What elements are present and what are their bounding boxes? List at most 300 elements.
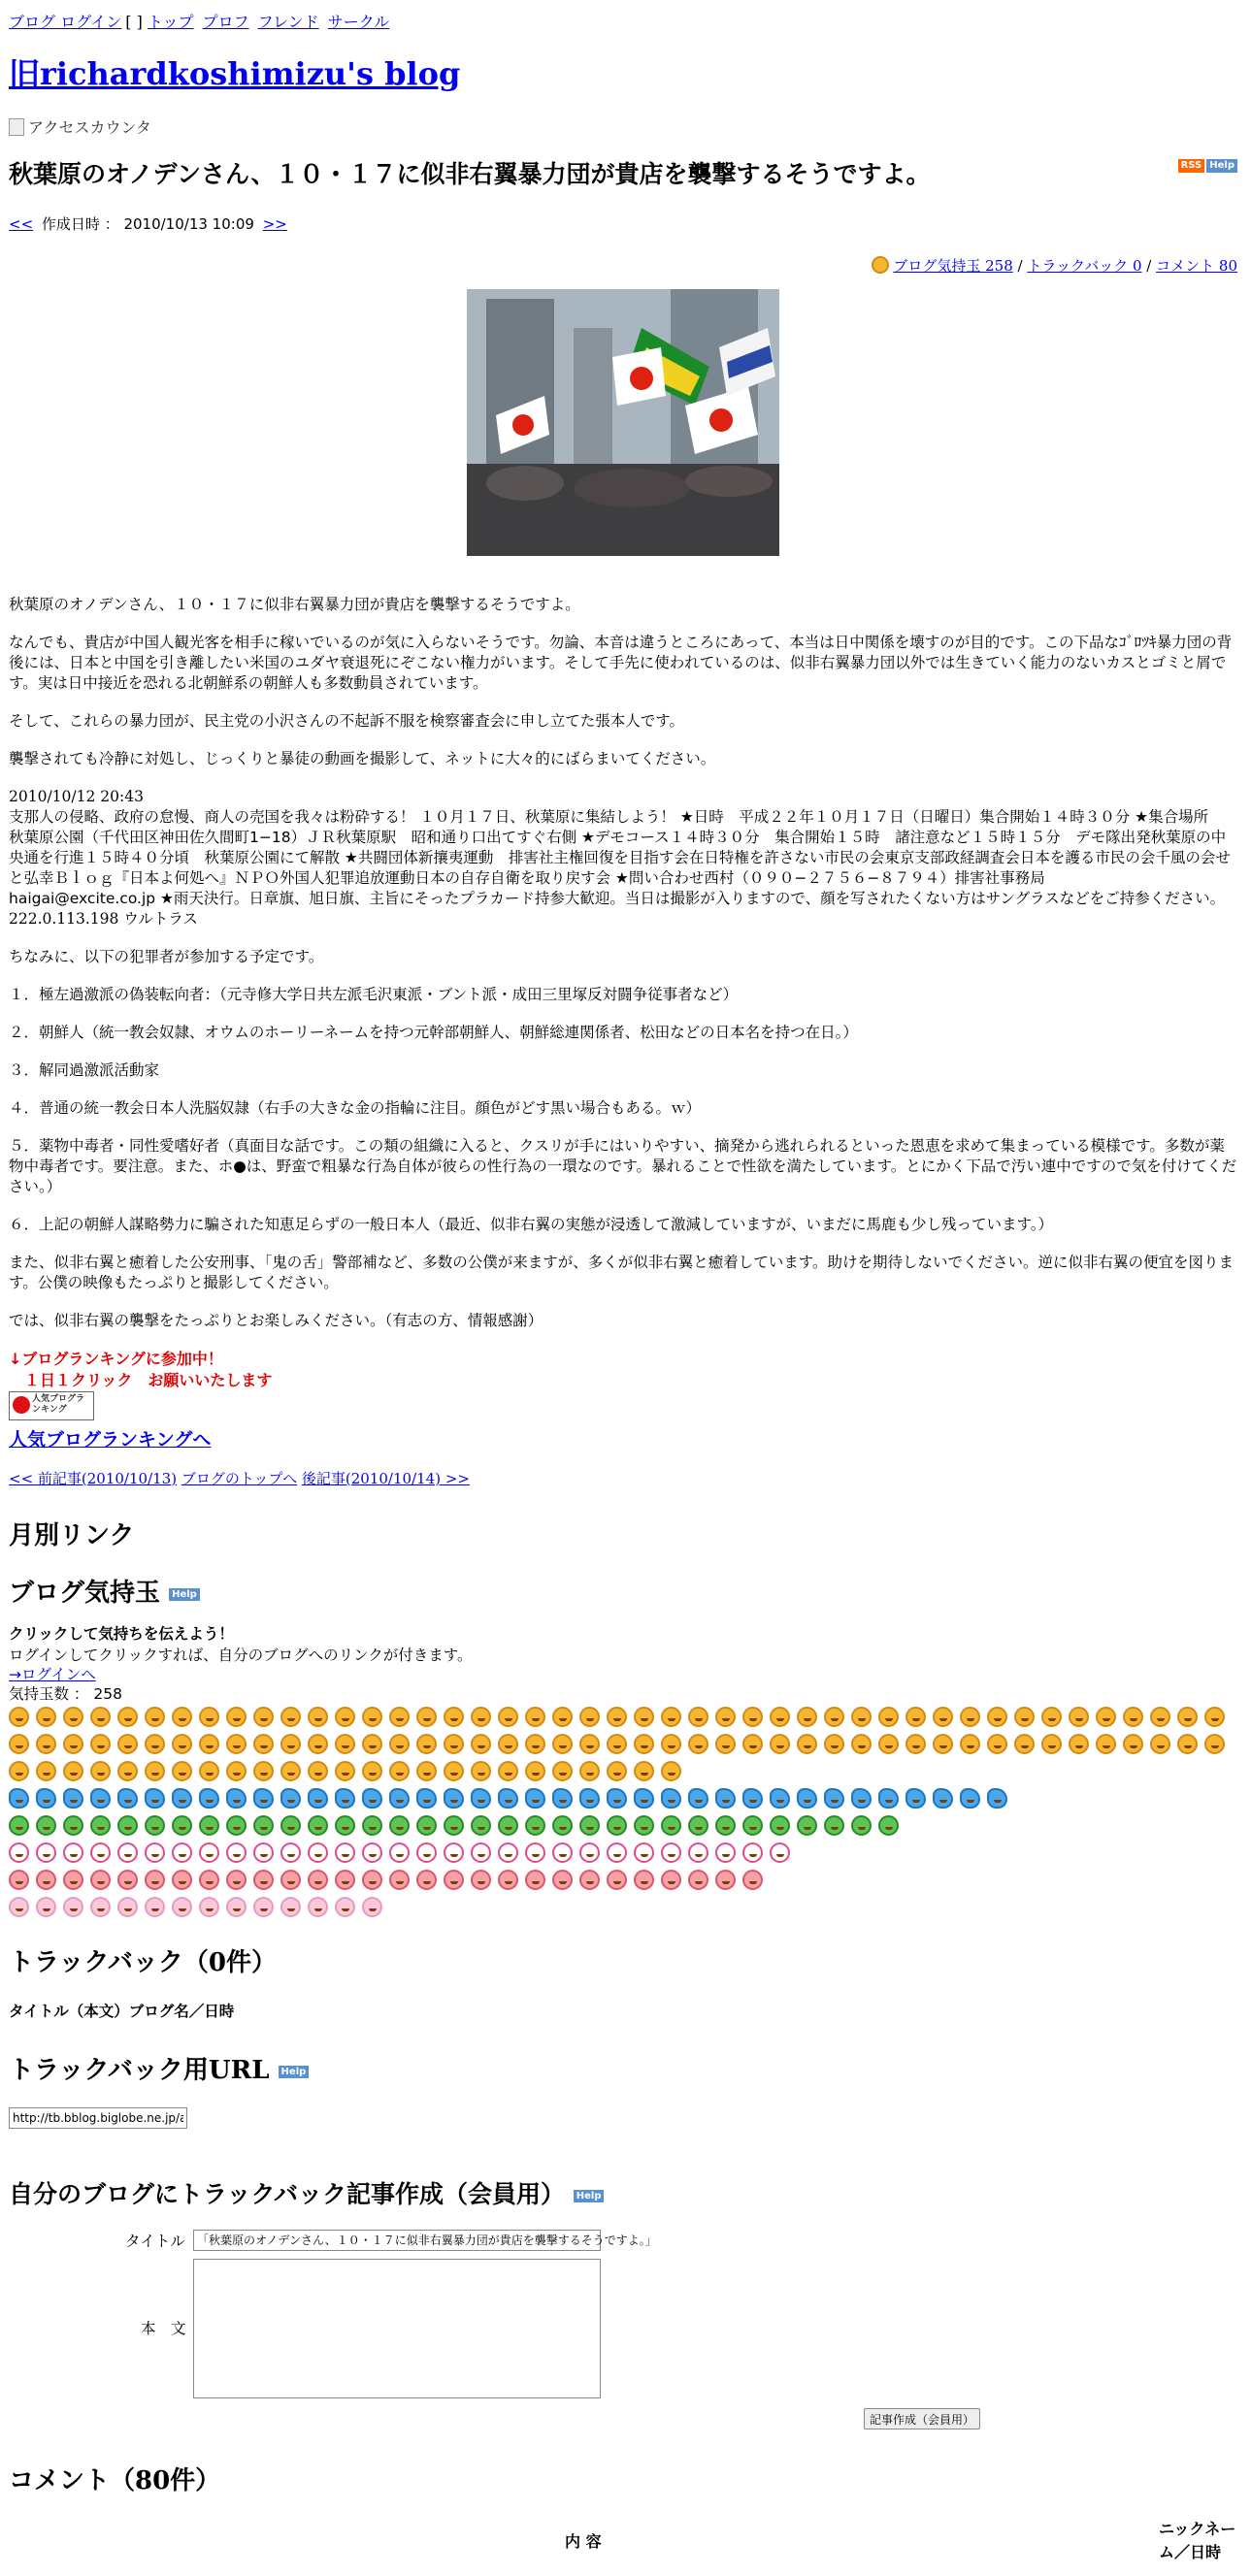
smile-kimochi-icon[interactable]	[824, 1734, 844, 1754]
surprised-kimochi-icon[interactable]	[172, 1842, 192, 1863]
kimochi-login-link[interactable]: →ログインへ	[9, 1666, 96, 1683]
blue-kimochi-icon[interactable]	[634, 1788, 654, 1809]
smile-kimochi-icon[interactable]	[280, 1761, 301, 1781]
surprised-kimochi-icon[interactable]	[145, 1842, 165, 1863]
blue-kimochi-icon[interactable]	[851, 1788, 872, 1809]
smile-kimochi-icon[interactable]	[525, 1707, 545, 1727]
smile-kimochi-icon[interactable]	[9, 1761, 29, 1781]
surprised-kimochi-icon[interactable]	[634, 1842, 654, 1863]
pink-kimochi-icon[interactable]	[552, 1870, 573, 1890]
green-kimochi-icon[interactable]	[36, 1815, 56, 1836]
green-kimochi-icon[interactable]	[579, 1815, 600, 1836]
blue-kimochi-icon[interactable]	[90, 1788, 111, 1809]
comment-count-link[interactable]: コメント 80	[1156, 257, 1237, 275]
blue-kimochi-icon[interactable]	[688, 1788, 708, 1809]
surprised-kimochi-icon[interactable]	[117, 1842, 138, 1863]
pink-kimochi-icon[interactable]	[226, 1870, 247, 1890]
pink-kimochi-icon[interactable]	[36, 1870, 56, 1890]
tburl-help-badge[interactable]: Help	[279, 2066, 310, 2078]
smile-kimochi-icon[interactable]	[878, 1734, 899, 1754]
smile-kimochi-icon[interactable]	[145, 1707, 165, 1727]
light-pink-kimochi-icon[interactable]	[63, 1897, 83, 1917]
surprised-kimochi-icon[interactable]	[63, 1842, 83, 1863]
smile-kimochi-icon[interactable]	[253, 1734, 274, 1754]
blue-kimochi-icon[interactable]	[661, 1788, 681, 1809]
blue-kimochi-icon[interactable]	[145, 1788, 165, 1809]
smile-kimochi-icon[interactable]	[226, 1734, 247, 1754]
smile-kimochi-icon[interactable]	[498, 1707, 518, 1727]
blue-kimochi-icon[interactable]	[824, 1788, 844, 1809]
list-item: ４．普通の統一教会日本人洗脳奴隷（右手の大きな金の指輪に注目。顔色がどす黒い場合もある。ｗ）	[9, 1099, 702, 1117]
blue-kimochi-icon[interactable]	[389, 1788, 410, 1809]
kimochi-section	[9, 1624, 1237, 1921]
smile-kimochi-icon[interactable]	[308, 1734, 328, 1754]
smile-kimochi-icon[interactable]	[444, 1707, 464, 1727]
smile-kimochi-icon[interactable]	[634, 1734, 654, 1754]
surprised-kimochi-icon[interactable]	[362, 1842, 382, 1863]
green-kimochi-icon[interactable]	[90, 1815, 111, 1836]
surprised-kimochi-icon[interactable]	[416, 1842, 437, 1863]
smile-kimochi-icon[interactable]	[362, 1734, 382, 1754]
smile-kimochi-icon[interactable]	[933, 1707, 953, 1727]
blue-kimochi-icon[interactable]	[362, 1788, 382, 1809]
entry-body	[9, 595, 1237, 1451]
body-paragraph: そして、これらの暴力団が、民主党の小沢さんの不起訴不服を検察審査会に申し立てた張本人です。	[9, 712, 684, 730]
smile-kimochi-icon[interactable]	[1069, 1734, 1089, 1754]
smile-kimochi-icon[interactable]	[607, 1734, 627, 1754]
green-kimochi-icon[interactable]	[226, 1815, 247, 1836]
light-pink-kimochi-icon[interactable]	[90, 1897, 111, 1917]
blue-kimochi-icon[interactable]	[525, 1788, 545, 1809]
ranking-notice	[9, 1349, 1237, 1391]
surprised-kimochi-icon[interactable]	[552, 1842, 573, 1863]
ranking-banner-label: 人気ブログランキング	[32, 1394, 85, 1415]
pink-kimochi-icon[interactable]	[742, 1870, 763, 1890]
pager-prev-link[interactable]: << 前記事(2010/10/13)	[9, 1470, 178, 1487]
green-kimochi-icon[interactable]	[308, 1815, 328, 1836]
smile-kimochi-icon[interactable]	[63, 1734, 83, 1754]
title-input[interactable]: 「秋葉原のオノデンさん、１０・１７に似非右翼暴力団が貴店を襲撃するそうですよ。」	[193, 2230, 601, 2251]
help-badge[interactable]: Help	[1206, 159, 1237, 173]
surprised-kimochi-icon[interactable]	[444, 1842, 464, 1863]
smile-kimochi-icon[interactable]	[579, 1761, 600, 1781]
blog-title-link[interactable]: 旧richardkoshimizu's blog	[9, 55, 461, 92]
surprised-kimochi-icon[interactable]	[389, 1842, 410, 1863]
pink-kimochi-icon[interactable]	[579, 1870, 600, 1890]
ranking-link[interactable]: 人気ブログランキングへ	[9, 1429, 212, 1451]
green-kimochi-icon[interactable]	[117, 1815, 138, 1836]
smile-kimochi-icon[interactable]	[1096, 1734, 1116, 1754]
surprised-kimochi-icon[interactable]	[36, 1842, 56, 1863]
light-pink-kimochi-icon[interactable]	[362, 1897, 382, 1917]
smile-kimochi-icon[interactable]	[444, 1734, 464, 1754]
smile-kimochi-icon[interactable]	[987, 1734, 1007, 1754]
smile-kimochi-icon[interactable]	[389, 1707, 410, 1727]
kimochi-instruction: ログインしてクリックすれば、自分のブログへのリンクが付きます。	[9, 1647, 473, 1664]
pink-kimochi-icon[interactable]	[172, 1870, 192, 1890]
pink-kimochi-icon[interactable]	[362, 1870, 382, 1890]
light-pink-kimochi-icon[interactable]	[145, 1897, 165, 1917]
pink-kimochi-icon[interactable]	[525, 1870, 545, 1890]
rss-badge[interactable]: RSS	[1178, 159, 1205, 173]
smile-kimochi-icon[interactable]	[661, 1761, 681, 1781]
smile-kimochi-icon[interactable]	[742, 1707, 763, 1727]
light-pink-kimochi-icon[interactable]	[172, 1897, 192, 1917]
smile-kimochi-icon[interactable]	[145, 1734, 165, 1754]
green-kimochi-icon[interactable]	[362, 1815, 382, 1836]
smile-kimochi-icon[interactable]	[607, 1707, 627, 1727]
surprised-kimochi-icon[interactable]	[226, 1842, 247, 1863]
green-kimochi-icon[interactable]	[525, 1815, 545, 1836]
blue-kimochi-icon[interactable]	[715, 1788, 736, 1809]
kimochi-help-badge[interactable]: Help	[169, 1588, 200, 1601]
smile-kimochi-icon[interactable]	[471, 1707, 491, 1727]
smile-kimochi-icon[interactable]	[1014, 1734, 1035, 1754]
body-textarea[interactable]	[193, 2259, 601, 2398]
smile-kimochi-icon[interactable]	[878, 1707, 899, 1727]
green-kimochi-icon[interactable]	[335, 1815, 355, 1836]
smile-kimochi-icon[interactable]	[905, 1707, 926, 1727]
surprised-kimochi-icon[interactable]	[688, 1842, 708, 1863]
smile-kimochi-icon[interactable]	[335, 1734, 355, 1754]
blue-kimochi-icon[interactable]	[498, 1788, 518, 1809]
smile-kimochi-icon[interactable]	[688, 1734, 708, 1754]
smile-kimochi-icon[interactable]	[253, 1761, 274, 1781]
smile-kimochi-icon[interactable]	[1014, 1707, 1035, 1727]
nav-link-top[interactable]: トップ	[147, 13, 194, 31]
green-kimochi-icon[interactable]	[607, 1815, 627, 1836]
smile-kimochi-icon[interactable]	[308, 1761, 328, 1781]
blue-kimochi-icon[interactable]	[471, 1788, 491, 1809]
pager-next-link[interactable]: 後記事(2010/10/14) >>	[301, 1470, 470, 1487]
blue-kimochi-icon[interactable]	[335, 1788, 355, 1809]
blue-kimochi-icon[interactable]	[9, 1788, 29, 1809]
smile-kimochi-icon[interactable]	[36, 1707, 56, 1727]
green-kimochi-icon[interactable]	[634, 1815, 654, 1836]
smile-kimochi-icon[interactable]	[444, 1761, 464, 1781]
pink-kimochi-icon[interactable]	[661, 1870, 681, 1890]
surprised-kimochi-icon[interactable]	[335, 1842, 355, 1863]
smile-kimochi-icon[interactable]	[525, 1761, 545, 1781]
smile-kimochi-icon[interactable]	[960, 1707, 980, 1727]
green-kimochi-icon[interactable]	[715, 1815, 736, 1836]
smile-kimochi-icon[interactable]	[579, 1734, 600, 1754]
green-kimochi-icon[interactable]	[770, 1815, 790, 1836]
closing-paragraph: では、似非右翼の襲撃をたっぷりとお楽しみください。（有志の方、情報感謝）	[9, 1312, 543, 1329]
smile-kimochi-icon[interactable]	[362, 1707, 382, 1727]
pager-top-link[interactable]: ブログのトップへ	[181, 1470, 298, 1487]
light-pink-kimochi-icon[interactable]	[9, 1897, 29, 1917]
smile-kimochi-icon[interactable]	[90, 1734, 111, 1754]
green-kimochi-icon[interactable]	[416, 1815, 437, 1836]
list-item: ６．上記の朝鮮人謀略勢力に騙された知恵足らずの一般日本人（最近、似非右翼の実態が浸透して激減していますが、いまだに馬鹿も少し残っています。）	[9, 1216, 1054, 1233]
smile-kimochi-icon[interactable]	[416, 1734, 437, 1754]
green-kimochi-icon[interactable]	[444, 1815, 464, 1836]
smile-kimochi-icon[interactable]	[851, 1734, 872, 1754]
pink-kimochi-icon[interactable]	[145, 1870, 165, 1890]
blue-kimochi-icon[interactable]	[607, 1788, 627, 1809]
smile-kimochi-icon[interactable]	[280, 1707, 301, 1727]
nav-link-circle[interactable]: サークル	[327, 13, 390, 31]
pink-kimochi-icon[interactable]	[471, 1870, 491, 1890]
kimochi-heading-text: ブログ気持玉	[9, 1579, 161, 1608]
smile-kimochi-icon[interactable]	[960, 1734, 980, 1754]
smile-kimochi-icon[interactable]	[172, 1707, 192, 1727]
pink-kimochi-icon[interactable]	[90, 1870, 111, 1890]
pink-kimochi-icon[interactable]	[308, 1870, 328, 1890]
smile-kimochi-icon[interactable]	[552, 1734, 573, 1754]
blue-kimochi-icon[interactable]	[253, 1788, 274, 1809]
smile-kimochi-icon[interactable]	[715, 1734, 736, 1754]
light-pink-kimochi-icon[interactable]	[36, 1897, 56, 1917]
smile-kimochi-icon[interactable]	[634, 1707, 654, 1727]
pink-kimochi-icon[interactable]	[63, 1870, 83, 1890]
green-kimochi-icon[interactable]	[552, 1815, 573, 1836]
green-kimochi-icon[interactable]	[280, 1815, 301, 1836]
smile-kimochi-icon[interactable]	[117, 1707, 138, 1727]
blog-login-link[interactable]: ブログ ログイン	[9, 13, 122, 31]
smile-kimochi-icon[interactable]	[36, 1734, 56, 1754]
smile-kimochi-icon[interactable]	[498, 1734, 518, 1754]
trackback-count-link[interactable]: トラックバック 0	[1027, 257, 1142, 275]
smile-kimochi-icon[interactable]	[1069, 1707, 1089, 1727]
blue-kimochi-icon[interactable]	[987, 1788, 1007, 1809]
smile-kimochi-icon[interactable]	[172, 1734, 192, 1754]
green-kimochi-icon[interactable]	[661, 1815, 681, 1836]
green-kimochi-icon[interactable]	[172, 1815, 192, 1836]
smile-kimochi-icon[interactable]	[117, 1734, 138, 1754]
surprised-kimochi-icon[interactable]	[742, 1842, 763, 1863]
surprised-kimochi-icon[interactable]	[199, 1842, 219, 1863]
smile-kimochi-icon[interactable]	[36, 1761, 56, 1781]
surprised-kimochi-icon[interactable]	[90, 1842, 111, 1863]
smile-kimochi-icon[interactable]	[362, 1761, 382, 1781]
smile-kimochi-icon[interactable]	[742, 1734, 763, 1754]
smile-kimochi-icon[interactable]	[552, 1707, 573, 1727]
blue-kimochi-icon[interactable]	[552, 1788, 573, 1809]
blue-kimochi-icon[interactable]	[416, 1788, 437, 1809]
smile-kimochi-icon[interactable]	[335, 1707, 355, 1727]
light-pink-kimochi-icon[interactable]	[280, 1897, 301, 1917]
blue-kimochi-icon[interactable]	[878, 1788, 899, 1809]
light-pink-kimochi-icon[interactable]	[253, 1897, 274, 1917]
smile-kimochi-icon[interactable]	[824, 1707, 844, 1727]
blue-kimochi-icon[interactable]	[36, 1788, 56, 1809]
green-kimochi-icon[interactable]	[145, 1815, 165, 1836]
blue-kimochi-icon[interactable]	[280, 1788, 301, 1809]
smile-kimochi-icon[interactable]	[634, 1761, 654, 1781]
surprised-kimochi-icon[interactable]	[607, 1842, 627, 1863]
smile-kimochi-icon[interactable]	[1150, 1707, 1170, 1727]
kimochi-icon-row	[9, 1785, 1251, 1812]
pink-kimochi-icon[interactable]	[280, 1870, 301, 1890]
pink-kimochi-icon[interactable]	[253, 1870, 274, 1890]
green-kimochi-icon[interactable]	[389, 1815, 410, 1836]
blue-kimochi-icon[interactable]	[797, 1788, 817, 1809]
green-kimochi-icon[interactable]	[742, 1815, 763, 1836]
pink-kimochi-icon[interactable]	[715, 1870, 736, 1890]
light-pink-kimochi-icon[interactable]	[117, 1897, 138, 1917]
smile-kimochi-icon[interactable]	[1150, 1734, 1170, 1754]
green-kimochi-icon[interactable]	[63, 1815, 83, 1836]
blue-kimochi-icon[interactable]	[63, 1788, 83, 1809]
smile-kimochi-icon[interactable]	[389, 1734, 410, 1754]
blue-kimochi-icon[interactable]	[226, 1788, 247, 1809]
nav-link-friend[interactable]: フレンド	[257, 13, 319, 31]
smile-kimochi-icon[interactable]	[9, 1707, 29, 1727]
surprised-kimochi-icon[interactable]	[715, 1842, 736, 1863]
pink-kimochi-icon[interactable]	[117, 1870, 138, 1890]
smile-kimochi-icon[interactable]	[226, 1707, 247, 1727]
smile-kimochi-icon[interactable]	[90, 1761, 111, 1781]
pink-kimochi-icon[interactable]	[389, 1870, 410, 1890]
smile-kimochi-icon[interactable]	[199, 1734, 219, 1754]
smile-kimochi-icon[interactable]	[1204, 1707, 1225, 1727]
smile-kimochi-icon[interactable]	[797, 1734, 817, 1754]
pink-kimochi-icon[interactable]	[416, 1870, 437, 1890]
surprised-kimochi-icon[interactable]	[579, 1842, 600, 1863]
green-kimochi-icon[interactable]	[253, 1815, 274, 1836]
create-article-help-badge[interactable]: Help	[574, 2190, 605, 2202]
surprised-kimochi-icon[interactable]	[308, 1842, 328, 1863]
smile-kimochi-icon[interactable]	[90, 1707, 111, 1727]
green-kimochi-icon[interactable]	[851, 1815, 872, 1836]
smile-kimochi-icon[interactable]	[1204, 1734, 1225, 1754]
blue-kimochi-icon[interactable]	[117, 1788, 138, 1809]
surprised-kimochi-icon[interactable]	[525, 1842, 545, 1863]
blue-kimochi-icon[interactable]	[905, 1788, 926, 1809]
green-kimochi-icon[interactable]	[688, 1815, 708, 1836]
blue-kimochi-icon[interactable]	[199, 1788, 219, 1809]
smile-kimochi-icon[interactable]	[933, 1734, 953, 1754]
pink-kimochi-icon[interactable]	[199, 1870, 219, 1890]
trackback-url-input[interactable]	[9, 2107, 187, 2129]
surprised-kimochi-icon[interactable]	[661, 1842, 681, 1863]
light-pink-kimochi-icon[interactable]	[335, 1897, 355, 1917]
smile-kimochi-icon[interactable]	[661, 1734, 681, 1754]
pink-kimochi-icon[interactable]	[444, 1870, 464, 1890]
surprised-kimochi-icon[interactable]	[280, 1842, 301, 1863]
smile-kimochi-icon[interactable]	[226, 1761, 247, 1781]
smile-kimochi-icon[interactable]	[335, 1761, 355, 1781]
green-kimochi-icon[interactable]	[824, 1815, 844, 1836]
green-kimochi-icon[interactable]	[797, 1815, 817, 1836]
smile-kimochi-icon[interactable]	[9, 1734, 29, 1754]
surprised-kimochi-icon[interactable]	[253, 1842, 274, 1863]
smile-kimochi-icon[interactable]	[688, 1707, 708, 1727]
blue-kimochi-icon[interactable]	[933, 1788, 953, 1809]
top-nav	[9, 10, 1237, 32]
nav-link-profile[interactable]: プロフ	[202, 13, 249, 31]
smile-kimochi-icon[interactable]	[525, 1734, 545, 1754]
smile-kimochi-icon[interactable]	[661, 1707, 681, 1727]
green-kimochi-icon[interactable]	[878, 1815, 899, 1836]
quoted-announcement	[9, 787, 1237, 929]
smile-kimochi-icon[interactable]	[389, 1761, 410, 1781]
smile-kimochi-icon[interactable]	[471, 1761, 491, 1781]
pink-kimochi-icon[interactable]	[498, 1870, 518, 1890]
create-article-submit-button[interactable]: 記事作成（会員用）	[864, 2408, 980, 2429]
pink-kimochi-icon[interactable]	[9, 1870, 29, 1890]
light-pink-kimochi-icon[interactable]	[226, 1897, 247, 1917]
pink-kimochi-icon[interactable]	[634, 1870, 654, 1890]
surprised-kimochi-icon[interactable]	[9, 1842, 29, 1863]
surprised-kimochi-icon[interactable]	[770, 1842, 790, 1863]
pink-kimochi-icon[interactable]	[607, 1870, 627, 1890]
smile-kimochi-icon[interactable]	[498, 1761, 518, 1781]
light-pink-kimochi-icon[interactable]	[308, 1897, 328, 1917]
surprised-kimochi-icon[interactable]	[471, 1842, 491, 1863]
next-entry-link[interactable]: >>	[262, 215, 287, 233]
ranking-line: ↓ブログランキングに参加中！	[9, 1350, 223, 1368]
nav-bracket: [ ]	[125, 13, 143, 31]
smile-kimochi-icon[interactable]	[145, 1761, 165, 1781]
kimochi-icon-row	[9, 1731, 1251, 1758]
blue-kimochi-icon[interactable]	[308, 1788, 328, 1809]
blue-kimochi-icon[interactable]	[172, 1788, 192, 1809]
blue-kimochi-icon[interactable]	[444, 1788, 464, 1809]
blue-kimochi-icon[interactable]	[960, 1788, 980, 1809]
smile-kimochi-icon[interactable]	[1177, 1734, 1198, 1754]
smile-kimochi-icon[interactable]	[851, 1707, 872, 1727]
smile-kimochi-icon[interactable]	[715, 1707, 736, 1727]
smile-kimochi-icon[interactable]	[1096, 1707, 1116, 1727]
smile-kimochi-icon[interactable]	[63, 1761, 83, 1781]
surprised-kimochi-icon[interactable]	[498, 1842, 518, 1863]
smile-kimochi-icon[interactable]	[253, 1707, 274, 1727]
smile-kimochi-icon[interactable]	[416, 1707, 437, 1727]
smile-kimochi-icon[interactable]	[987, 1707, 1007, 1727]
pink-kimochi-icon[interactable]	[688, 1870, 708, 1890]
smile-kimochi-icon[interactable]	[63, 1707, 83, 1727]
smile-kimochi-icon[interactable]	[172, 1761, 192, 1781]
smile-kimochi-icon[interactable]	[607, 1761, 627, 1781]
smile-kimochi-icon[interactable]	[199, 1761, 219, 1781]
smile-kimochi-icon[interactable]	[117, 1761, 138, 1781]
smile-kimochi-icon[interactable]	[770, 1734, 790, 1754]
smile-kimochi-icon[interactable]	[552, 1761, 573, 1781]
pink-kimochi-icon[interactable]	[335, 1870, 355, 1890]
smile-kimochi-icon[interactable]	[905, 1734, 926, 1754]
smile-kimochi-icon[interactable]	[1041, 1707, 1062, 1727]
kimochi-count-link[interactable]: ブログ気持玉 258	[893, 257, 1013, 275]
light-pink-kimochi-icon[interactable]	[199, 1897, 219, 1917]
access-counter	[9, 115, 1237, 138]
quote-source: 222.0.113.198 ウルトラス	[9, 910, 198, 928]
smile-kimochi-icon[interactable]	[416, 1761, 437, 1781]
green-kimochi-icon[interactable]	[199, 1815, 219, 1836]
prev-entry-link[interactable]: <<	[9, 215, 34, 233]
smile-kimochi-icon[interactable]	[308, 1707, 328, 1727]
blue-kimochi-icon[interactable]	[579, 1788, 600, 1809]
smile-kimochi-icon[interactable]	[770, 1707, 790, 1727]
smile-kimochi-icon[interactable]	[280, 1734, 301, 1754]
smile-kimochi-icon[interactable]	[1123, 1734, 1143, 1754]
smile-kimochi-icon[interactable]	[1177, 1707, 1198, 1727]
blue-kimochi-icon[interactable]	[742, 1788, 763, 1809]
ranking-banner-button[interactable]	[9, 1391, 94, 1420]
green-kimochi-icon[interactable]	[9, 1815, 29, 1836]
green-kimochi-icon[interactable]	[471, 1815, 491, 1836]
smile-kimochi-icon[interactable]	[797, 1707, 817, 1727]
smile-kimochi-icon[interactable]	[1123, 1707, 1143, 1727]
smile-kimochi-icon[interactable]	[471, 1734, 491, 1754]
smile-kimochi-icon[interactable]	[199, 1707, 219, 1727]
blue-kimochi-icon[interactable]	[770, 1788, 790, 1809]
smile-kimochi-icon[interactable]	[579, 1707, 600, 1727]
green-kimochi-icon[interactable]	[498, 1815, 518, 1836]
smile-kimochi-icon[interactable]	[1041, 1734, 1062, 1754]
